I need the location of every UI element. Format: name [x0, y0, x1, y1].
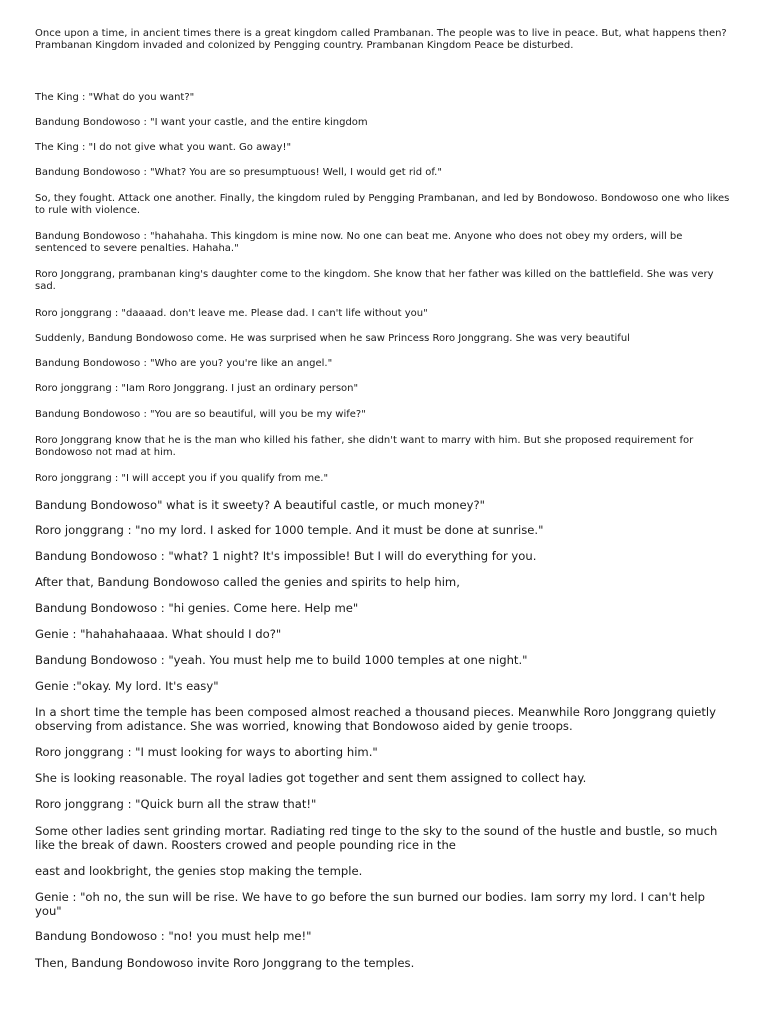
- paragraph: Bandung Bondowoso : "I want your castle, and the entire kingdom: [35, 117, 368, 128]
- paragraph: Roro jonggrang : "daaaad. don't leave me. Please dad. I can't life without you": [35, 308, 428, 319]
- paragraph: She is looking reasonable. The royal ladies got together and sent them assigned to collect hay.: [35, 771, 587, 785]
- paragraph: The King : "I do not give what you want. Go away!": [35, 142, 292, 153]
- paragraph: Roro jonggrang : "Quick burn all the straw that!": [35, 797, 317, 811]
- paragraph: Genie : "hahahahaaaa. What should I do?": [35, 627, 282, 641]
- paragraph: So, they fought. Attack one another. Finally, the kingdom ruled by Pengging Prambanan, and led by Bondowoso. Bondowoso one who likes to rule with violence.: [35, 193, 730, 216]
- paragraph: Genie :"okay. My lord. It's easy": [35, 679, 219, 693]
- paragraph: Bandung Bondowoso : "no! you must help me!": [35, 929, 312, 943]
- paragraph: Bandung Bondowoso : "yeah. You must help me to build 1000 temples at one night.": [35, 653, 528, 667]
- paragraph: Bandung Bondowoso : "What? You are so presumptuous! Well, I would get rid of.": [35, 167, 442, 178]
- paragraph: After that, Bandung Bondowoso called the genies and spirits to help him,: [35, 575, 460, 589]
- paragraph: Bandung Bondowoso : "You are so beautiful, will you be my wife?": [35, 409, 366, 420]
- paragraph: Bandung Bondowoso : "hahahaha. This kingdom is mine now. No one can beat me. Anyone who does not obey my orders, will be sentenced to severe penalties. Hahaha.": [35, 231, 683, 254]
- paragraph: east and lookbright, the genies stop making the temple.: [35, 864, 363, 878]
- paragraph: Suddenly, Bandung Bondowoso come. He was surprised when he saw Princess Roro Jonggrang. She was very beautiful: [35, 333, 630, 344]
- paragraph: Roro Jonggrang, prambanan king's daughter come to the kingdom. She know that her father was killed on the battlefield. She was very sad.: [35, 269, 714, 292]
- paragraph: Roro Jonggrang know that he is the man who killed his father, she didn't want to marry with him. But she proposed requirement for Bondowoso not mad at him.: [35, 435, 694, 458]
- paragraph: Bandung Bondowoso : "Who are you? you're like an angel.": [35, 358, 333, 369]
- paragraph: Roro jonggrang : "I must looking for ways to aborting him.": [35, 745, 378, 759]
- paragraph: Roro jonggrang : "no my lord. I asked for 1000 temple. And it must be done at sunrise.": [35, 523, 544, 537]
- paragraph: Roro jonggrang : "Iam Roro Jonggrang. I just an ordinary person": [35, 383, 359, 394]
- paragraph: Bandung Bondowoso" what is it sweety? A beautiful castle, or much money?": [35, 498, 485, 512]
- paragraph: Bandung Bondowoso : "what? 1 night? It's impossible! But I will do everything for you.: [35, 549, 537, 563]
- paragraph: Some other ladies sent grinding mortar. Radiating red tinge to the sky to the sound of the hustle and bustle, so much like the break of dawn. Roosters crowed and people pounding rice in the: [35, 824, 718, 852]
- paragraph: Bandung Bondowoso : "hi genies. Come here. Help me": [35, 601, 359, 615]
- paragraph: The King : "What do you want?": [35, 92, 195, 103]
- paragraph: In a short time the temple has been composed almost reached a thousand pieces. Meanwhile Roro Jonggrang quietly observing from adistance. She was worried, knowing that Bondowoso aided by genie troops.: [35, 705, 717, 733]
- paragraph: Once upon a time, in ancient times there is a great kingdom called Prambanan. The people was to live in peace. But, what happens then? Prambanan Kingdom invaded and colonized by Pengging country. Prambanan Kingdom Peace be disturbed.: [35, 28, 727, 51]
- paragraph: Roro jonggrang : "I will accept you if you qualify from me.": [35, 473, 329, 484]
- paragraph: Then, Bandung Bondowoso invite Roro Jonggrang to the temples.: [35, 956, 415, 970]
- paragraph: Genie : "oh no, the sun will be rise. We have to go before the sun burned our bodies. Iam sorry my lord. I can't help you": [35, 890, 706, 918]
